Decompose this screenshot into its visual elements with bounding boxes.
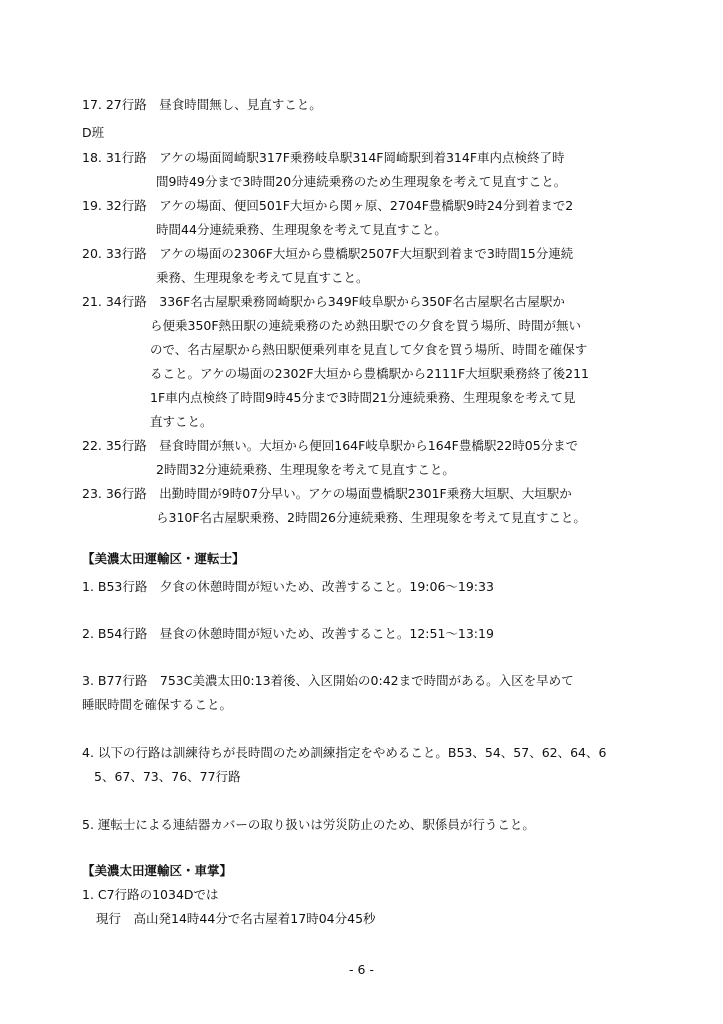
item-20-line-1: 20. 33行路 アケの場面の2306F大垣から豊橋駅2507F大垣駅到着まで3時間15分連続 — [82, 246, 574, 261]
item-23-line-1: 23. 36行路 出勤時間が9時07分早い。アケの場面豊橋駅2301F乗務大垣駅、大垣駅か — [82, 486, 572, 501]
item-17: 17. 27行路 昼食時間無し、見直すこと。 — [82, 97, 322, 112]
driver-item-2: 2. B54行路 昼食の休憩時間が短いため、改善すること。12:51～13:19 — [82, 626, 494, 641]
driver-item-4-line-2: 5、67、73、76、77行路 — [94, 769, 241, 784]
item-21-line-4: ること。アケの場面の2302F大垣から豊橋駅から2111F大垣駅乗務終了後211 — [150, 366, 589, 381]
item-22-line-1: 22. 35行路 昼食時間が無い。大垣から便回164F岐阜駅から164F豊橋駅22時05分まで — [82, 438, 579, 453]
driver-item-3-line-2: 睡眠時間を確保すること。 — [82, 697, 233, 712]
group-d-label: D班 — [82, 125, 105, 140]
driver-item-4-line-1: 4. 以下の行路は訓練待ちが長時間のため訓練指定をやめること。B53、54、57、62、64、6 — [82, 745, 607, 760]
driver-item-5: 5. 運転士による連結器カバーの取り扱いは労災防止のため、駅係員が行うこと。 — [82, 817, 535, 832]
item-21-line-3: ので、名古屋駅から熱田駅便乗列車を見直して夕食を買う場所、時間を確保す — [150, 342, 588, 357]
conductor-item-1: 1. C7行路の1034Dでは — [82, 887, 219, 902]
page-number: - 6 - — [349, 962, 374, 977]
driver-item-1: 1. B53行路 夕食の休憩時間が短いため、改善すること。19:06～19:33 — [82, 579, 494, 594]
item-23-line-2: ら310F名古屋駅乗務、2時間26分連続乗務、生理現象を考えて見直すこと。 — [156, 510, 586, 525]
item-21-line-5: 1F車内点検終了時間9時45分まで3時間21分連続乗務、生理現象を考えて見 — [150, 390, 576, 405]
item-21-line-6: 直すこと。 — [150, 414, 213, 429]
item-21-line-2: ら便乗350F熱田駅の連続乗務のため熱田駅での夕食を買う場所、時間が無い — [150, 318, 582, 333]
section-heading-driver: 【美濃太田運輸区・運転士】 — [82, 551, 245, 566]
item-20-line-2: 乗務、生理現象を考えて見直すこと。 — [156, 270, 369, 285]
item-18-line-2: 間9時49分まで3時間20分連続乗務のため生理現象を考えて見直すこと。 — [156, 174, 567, 189]
driver-item-3-line-1: 3. B77行路 753C美濃太田0:13着後、入区開始の0:42まで時間がある。入区を早めて — [82, 673, 574, 688]
item-18-line-1: 18. 31行路 アケの場面岡崎駅317F乗務岐阜駅314F岡崎駅到着314F車内点検終了時 — [82, 150, 565, 165]
item-21-line-1: 21. 34行路 336F名古屋駅乗務岡崎駅から349F岐阜駅から350F名古屋駅名古屋駅か — [82, 294, 565, 309]
section-heading-conductor: 【美濃太田運輸区・車掌】 — [82, 863, 233, 878]
conductor-item-1-sub: 現行 高山発14時44分で名古屋着17時04分45秒 — [96, 911, 376, 926]
item-19-line-2: 時間44分連続乗務、生理現象を考えて見直すこと。 — [156, 222, 447, 237]
item-22-line-2: 2時間32分連続乗務、生理現象を考えて見直すこと。 — [156, 462, 455, 477]
item-19-line-1: 19. 32行路 アケの場面、便回501F大垣から関ヶ原、2704F豊橋駅9時24分到着まで2 — [82, 198, 574, 213]
